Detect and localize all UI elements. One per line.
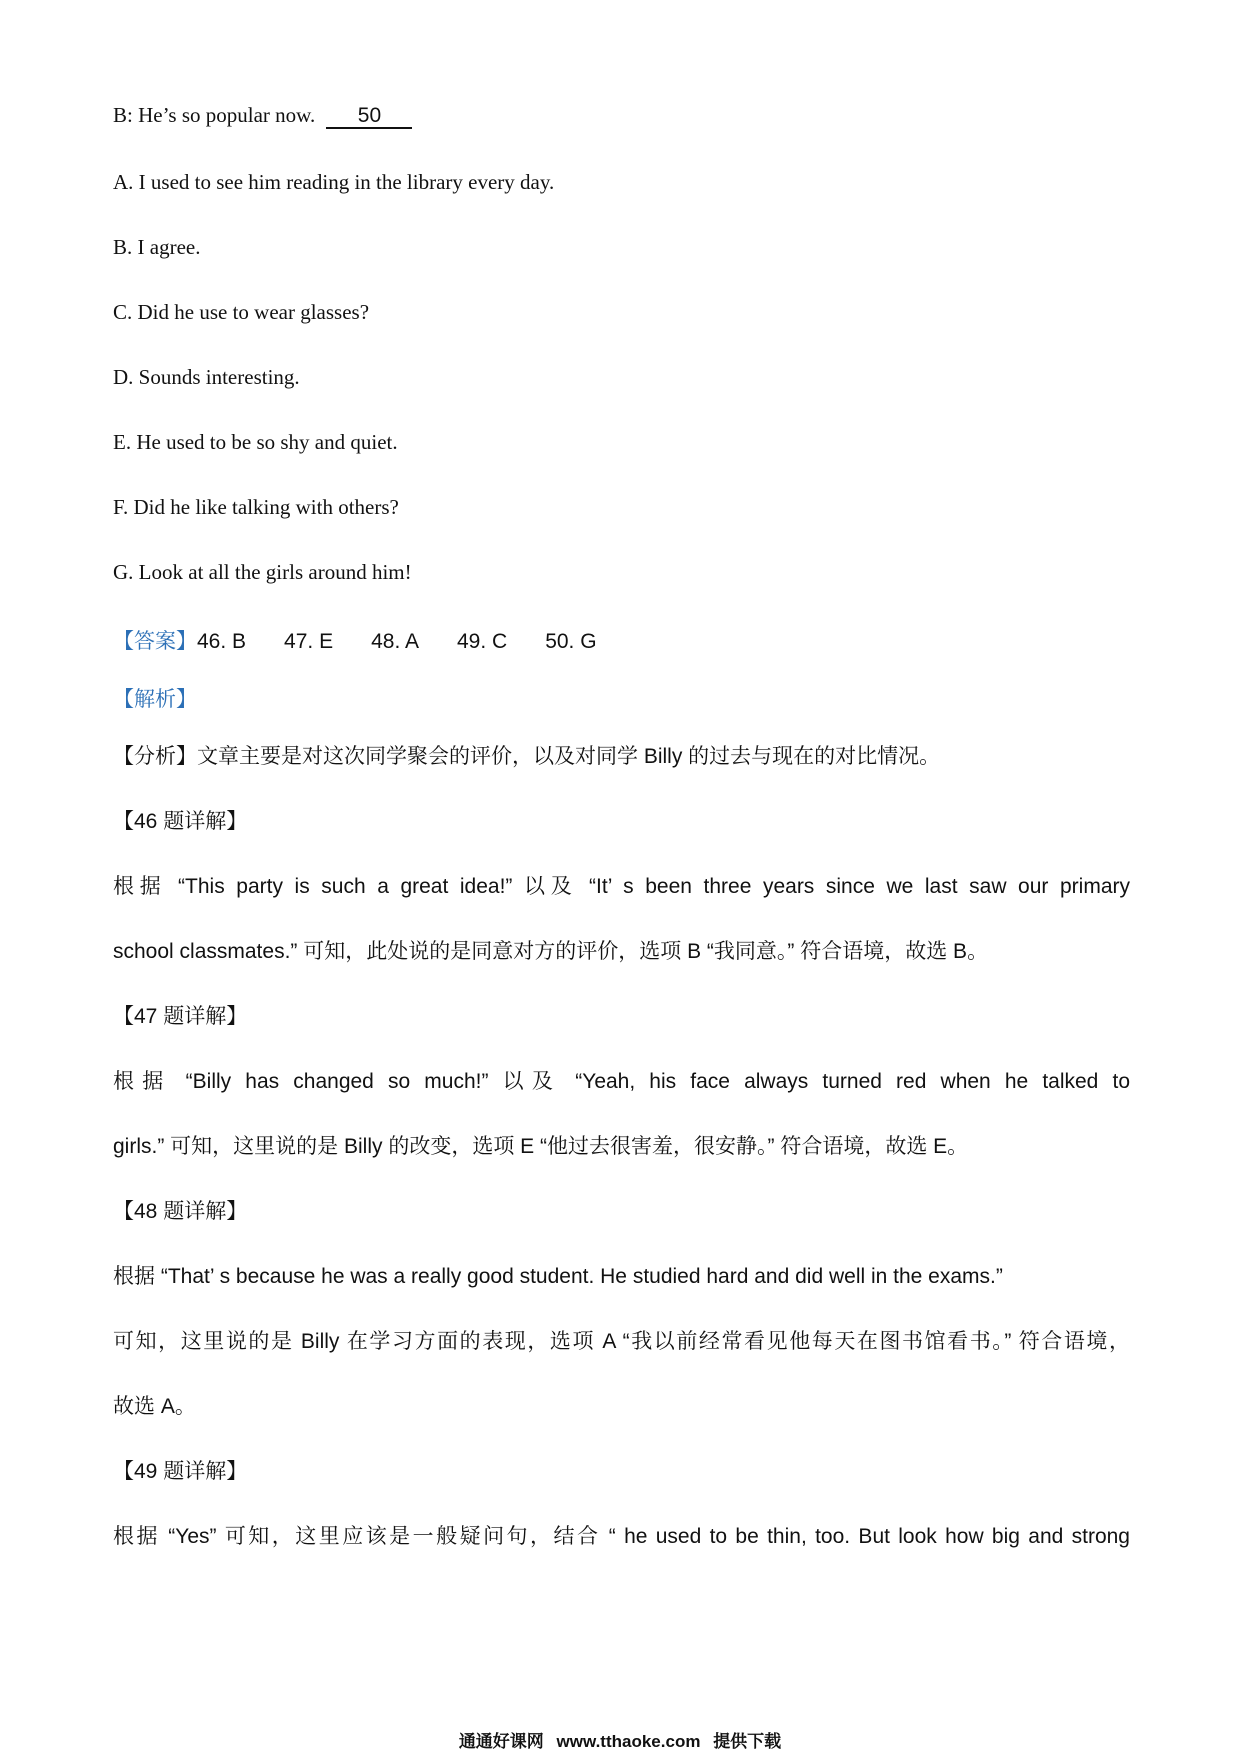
option-f: F. Did he like talking with others?: [113, 495, 399, 519]
answer-item: 47. E: [284, 630, 334, 653]
analysis-label: 【解析】: [113, 688, 197, 711]
option-c: C. Did he use to wear glasses?: [113, 300, 370, 324]
q47-line2: girls.” 可知，这里说的是 Billy 的改变，选项 E “他过去很害羞，很安静。” 符合语境，故选 E。: [113, 1135, 969, 1158]
q47-line1: 根据 “Billy has changed so much!” 以及 “Yeah, his face always turned red when he talked to: [113, 1070, 1130, 1093]
q49-line1: 根据 “Yes” 可知，这里应该是一般疑问句，结合 “ he used to be thin, too. But look how big and strong: [113, 1525, 1130, 1548]
summary-text: 文章主要是对这次同学聚会的评价，以及对同学 Billy 的过去与现在的对比情况。: [197, 745, 941, 768]
analysis-summary: [113, 740, 940, 770]
option-a: A. I used to see him reading in the library every day.: [113, 170, 555, 194]
footer-site: 通通好课网: [458, 1732, 544, 1751]
answer-item: 46. B: [197, 630, 247, 653]
page-footer: [0, 1727, 1240, 1752]
answer-line: [113, 625, 635, 655]
q47-heading: 【47 题详解】: [113, 1005, 248, 1028]
footer-note: 提供下载: [713, 1732, 782, 1751]
summary-label: 【分析】: [113, 745, 197, 768]
q48-line3: 故选 A。: [113, 1395, 196, 1418]
option-g: G. Look at all the girls around him!: [113, 560, 412, 584]
answer-item: 48. A: [371, 630, 419, 653]
q48-heading: 【48 题详解】: [113, 1200, 248, 1223]
option-b: B. I agree.: [113, 235, 201, 259]
option-e: E. He used to be so shy and quiet.: [113, 430, 398, 454]
answer-label: 【答案】: [113, 630, 197, 653]
footer-url[interactable]: www.tthaoke.com: [556, 1732, 701, 1751]
question-prefix: B: He’s so popular now.: [113, 103, 316, 127]
q48-line1: 根据 “That’ s because he was a really good student. He studied hard and did well in the exams.”: [113, 1265, 1003, 1288]
option-d: D. Sounds interesting.: [113, 365, 300, 389]
q48-line2: 可知，这里说的是 Billy 在学习方面的表现，选项 A “我以前经常看见他每天在图书馆看书。” 符合语境，: [113, 1330, 1130, 1353]
q46-line2: school classmates.” 可知，此处说的是同意对方的评价，选项 B “我同意。” 符合语境，故选 B。: [113, 940, 989, 963]
question-line: [113, 103, 412, 129]
answer-item: 50. G: [545, 630, 597, 653]
q46-heading: 【46 题详解】: [113, 810, 248, 833]
q49-heading: 【49 题详解】: [113, 1460, 248, 1483]
answer-blank: 50: [326, 105, 412, 129]
answer-item: 49. C: [456, 630, 508, 653]
q46-line1: 根据 “This party is such a great idea!” 以及 “It’ s been three years since we last saw our primary: [113, 875, 1130, 898]
